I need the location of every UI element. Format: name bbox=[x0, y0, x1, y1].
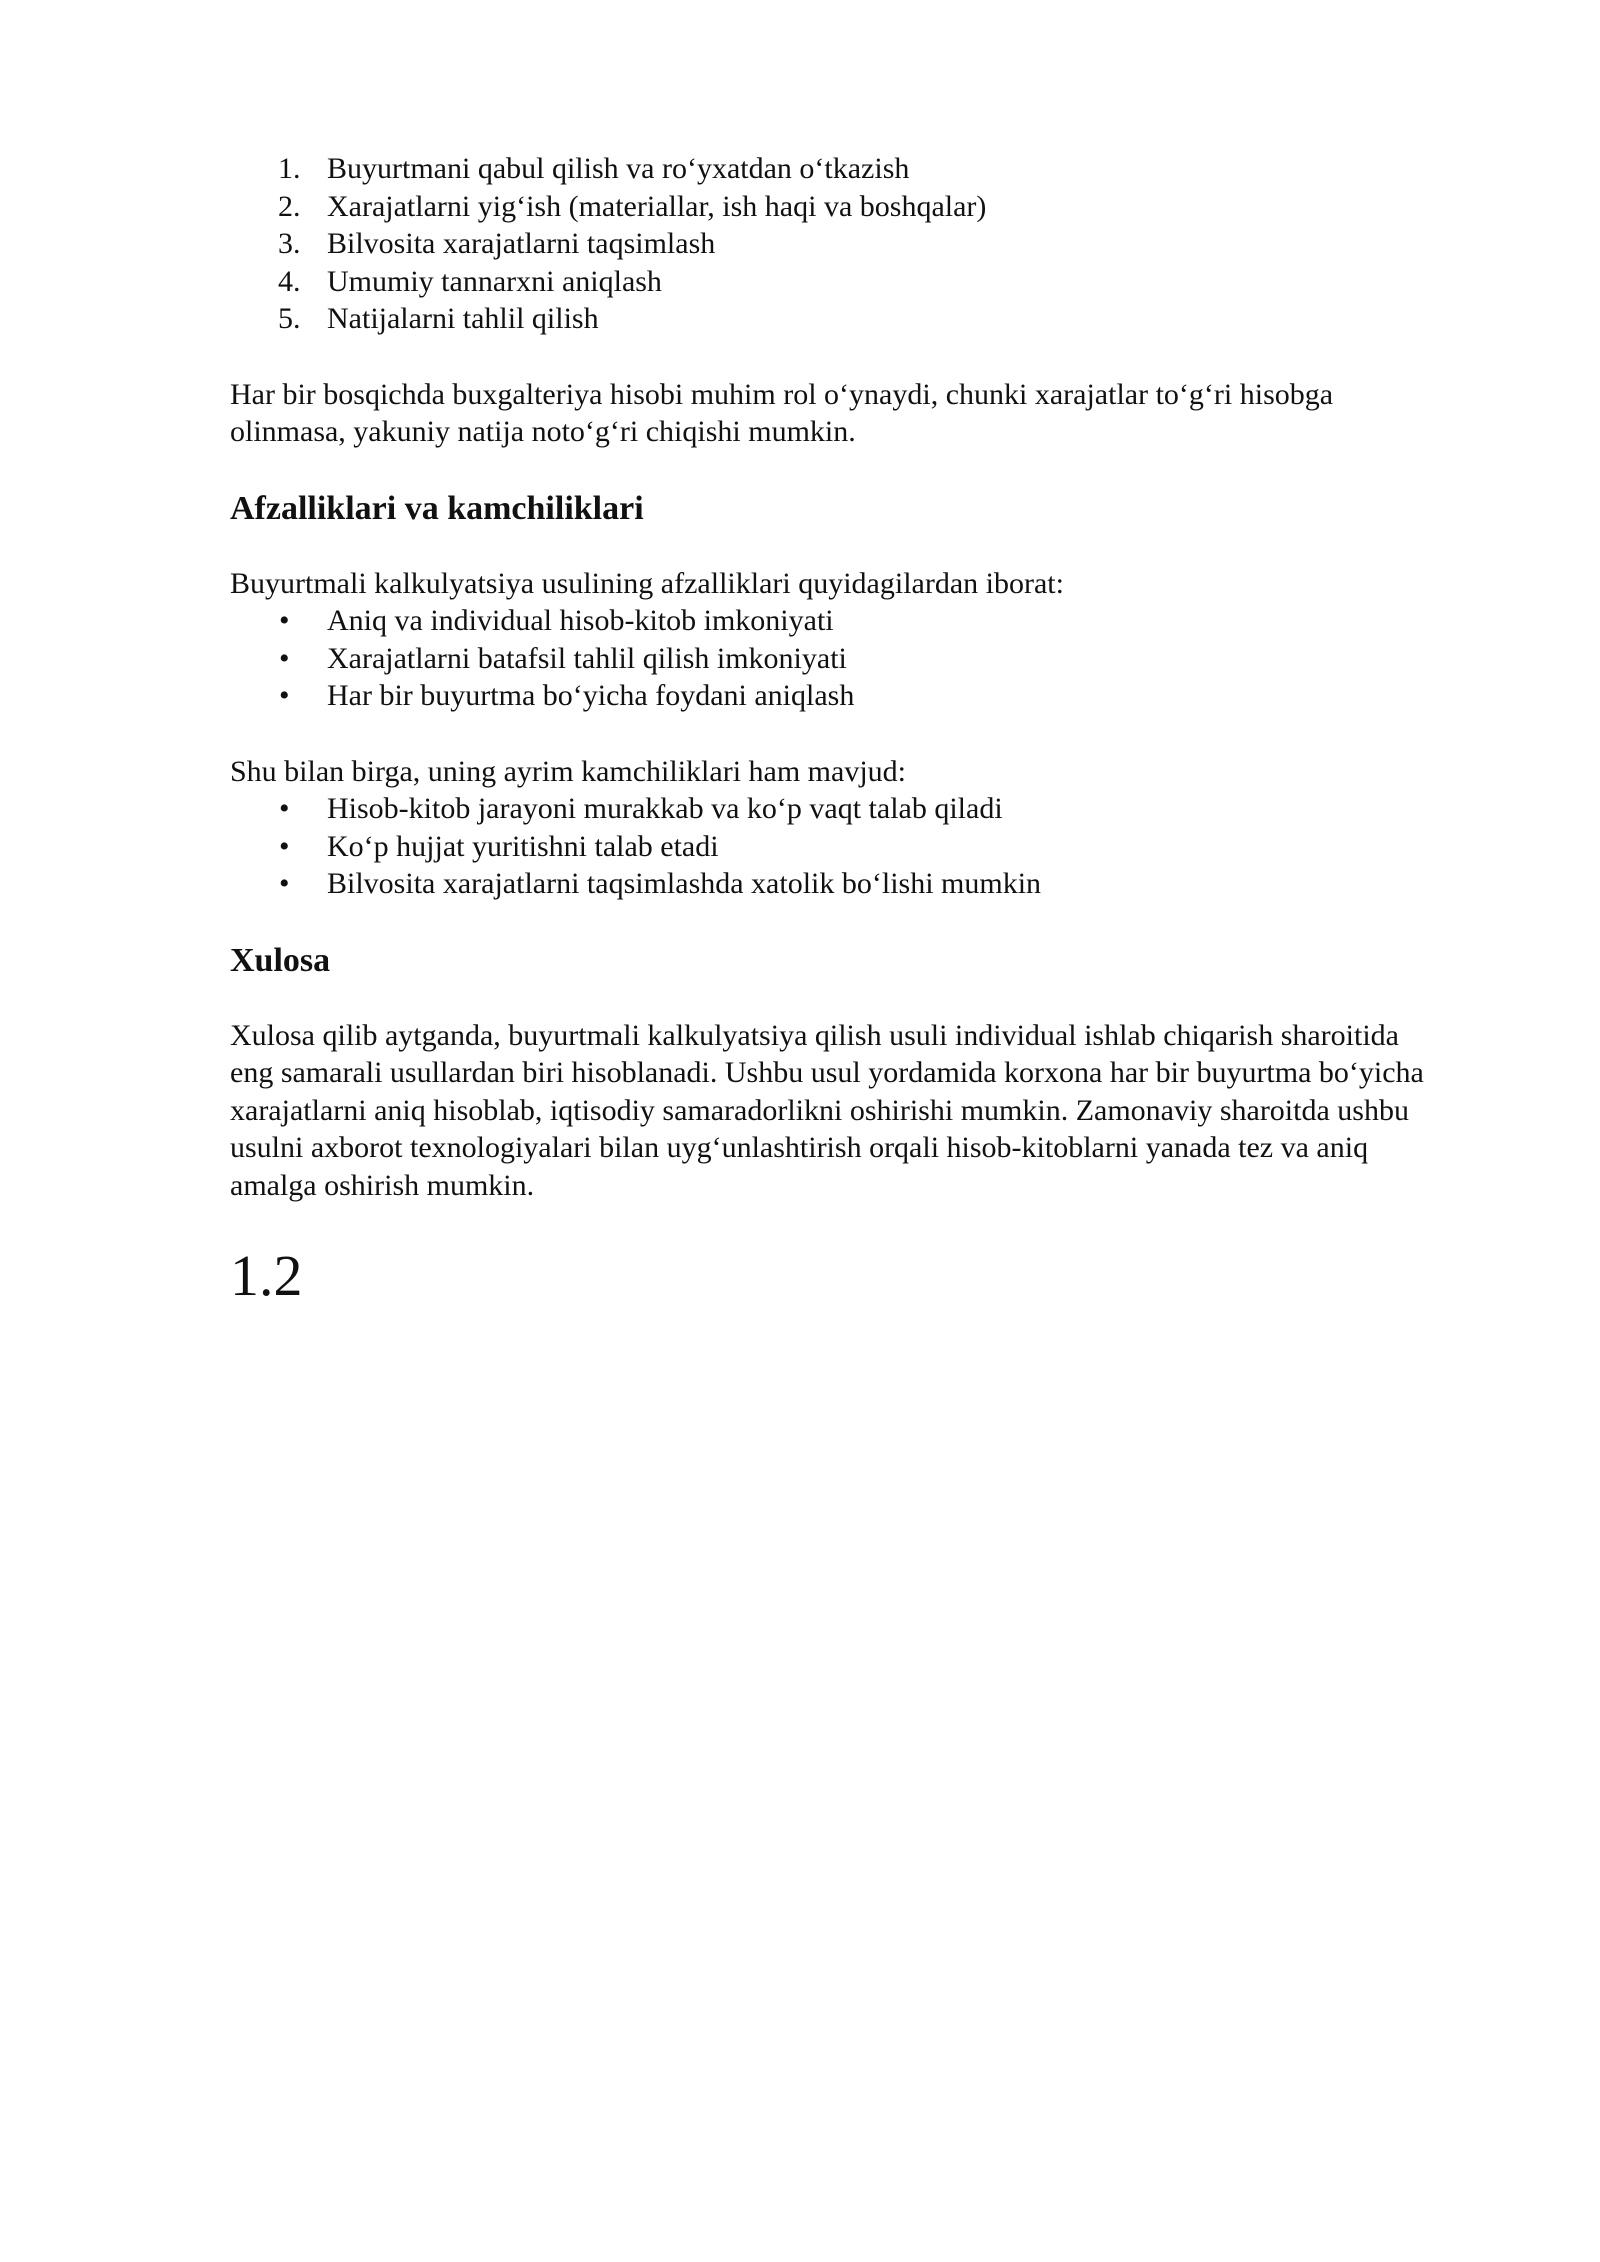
list-item-text: Aniq va individual hisob-kitob imkoniyati bbox=[327, 604, 834, 637]
list-item-text: Bilvosita xarajatlarni taqsimlash bbox=[327, 227, 716, 260]
section-heading-conclusion: Xulosa bbox=[230, 941, 331, 979]
steps-list bbox=[230, 150, 1440, 338]
list-item-text: Buyurtmani qabul qilish va ro‘yxatdan o‘tkazish bbox=[327, 152, 910, 185]
section-heading-pros-cons: Afzalliklari va kamchiliklari bbox=[230, 489, 644, 527]
bullet-icon: • bbox=[279, 792, 290, 825]
list-item-text: Hisob-kitob jarayoni murakkab va ko‘p vaqt talab qiladi bbox=[327, 792, 1003, 825]
cons-list bbox=[230, 790, 1440, 903]
list-item-text: Ko‘p hujjat yuritishni talab etadi bbox=[327, 829, 719, 863]
stages-paragraph: Har bir bosqichda buxgalteriya hisobi muhim rol o‘ynaydi, chunki xarajatlar to‘g‘ri hisobga olinmasa, yakuniy natija noto‘g‘ri chiqishi mumkin. bbox=[230, 377, 1334, 448]
list-item bbox=[230, 790, 1440, 828]
list-item bbox=[230, 188, 1440, 226]
bullet-icon: • bbox=[279, 867, 290, 900]
pros-intro-paragraph: Buyurtmali kalkulyatsiya usulining afzalliklari quyidagilardan iborat: bbox=[230, 566, 1064, 600]
bullet-icon: • bbox=[279, 641, 290, 675]
list-item-text: Har bir buyurtma bo‘yicha foydani aniqlash bbox=[327, 679, 855, 712]
list-item-number: 4. bbox=[278, 264, 301, 298]
list-item bbox=[230, 865, 1440, 903]
list-item-text: Xarajatlarni batafsil tahlil qilish imkoniyati bbox=[327, 641, 847, 675]
bullet-icon: • bbox=[279, 604, 290, 637]
list-item-number: 1. bbox=[278, 152, 301, 185]
list-item bbox=[230, 828, 1440, 866]
list-item bbox=[230, 300, 1440, 338]
list-item bbox=[230, 225, 1440, 263]
cons-intro-paragraph: Shu bilan birga, uning ayrim kamchiliklari ham mavjud: bbox=[230, 754, 906, 788]
bullet-icon: • bbox=[279, 679, 290, 712]
list-item bbox=[230, 150, 1440, 188]
list-item-text: Bilvosita xarajatlarni taqsimlashda xatolik bo‘lishi mumkin bbox=[327, 867, 1042, 900]
bullet-icon: • bbox=[279, 829, 290, 863]
list-item-text: Umumiy tannarxni aniqlash bbox=[327, 264, 662, 298]
pros-list bbox=[230, 602, 1440, 715]
list-item-number: 2. bbox=[278, 189, 301, 223]
list-item bbox=[230, 640, 1440, 678]
list-item-text: Xarajatlarni yig‘ish (materiallar, ish haqi va boshqalar) bbox=[327, 189, 987, 223]
list-item-text: Natijalarni tahlil qilish bbox=[327, 302, 599, 335]
list-item bbox=[230, 677, 1440, 715]
conclusion-paragraph: Xulosa qilib aytganda, buyurtmali kalkulyatsiya qilish usuli individual ishlab chiqarish sharoitida eng samarali usullardan biri hisoblanadi. Ushbu usul yordamida korxona har bir buyurtma bo‘yicha xarajatlarni aniq hisoblab, iqtisodiy samaradorlikni oshirishi mumkin. Zamonaviy sharoitda ushbu usulni axborot texnologiyalari bilan uyg‘unlashtirish orqali hisob-kitoblarni yanada tez va aniq amalga oshirish mumkin. bbox=[230, 1018, 1424, 1202]
list-item-number: 5. bbox=[278, 302, 301, 335]
list-item-number: 3. bbox=[278, 227, 301, 260]
list-item bbox=[230, 602, 1440, 640]
next-section-number: 1.2 bbox=[230, 1243, 303, 1308]
list-item bbox=[230, 263, 1440, 301]
